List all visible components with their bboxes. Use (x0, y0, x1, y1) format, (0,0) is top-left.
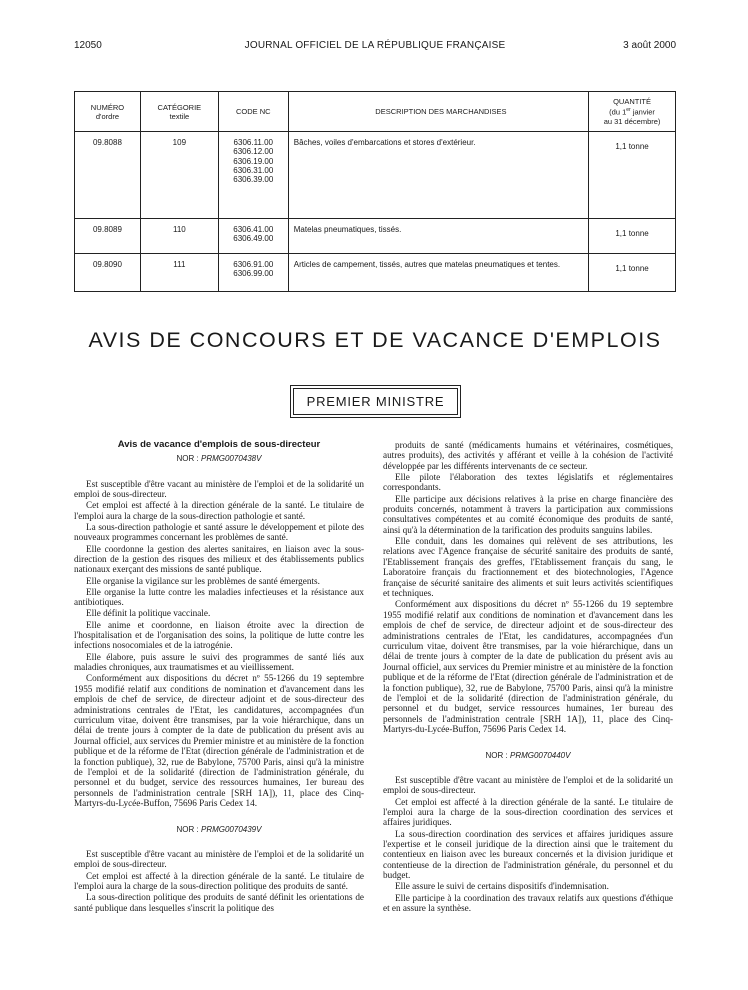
nor-reference: NOR : PRMG0070438V (176, 454, 262, 464)
paragraph: produits de santé (médicaments humains et vétérinaires, cosmétiques, autres produits), des activités y afférant et veille à la cohésion de l'activité développée par les différents intervenants de ce secteur. (383, 440, 673, 471)
cell-numero: 09.8088 (75, 132, 141, 219)
paragraph: Elle organise la vigilance sur les problèmes de santé émergents. (86, 575, 320, 586)
table-row (75, 219, 676, 254)
cell-categorie: 109 (140, 132, 218, 219)
paragraph: Elle coordonne la gestion des alertes sanitaires, en liaison avec la sous-direction de la gestion des risques des milieux et des établissements publics nationaux exerçant des missions de santé publique. (74, 543, 364, 575)
nc-code: 6306.49.00 (233, 234, 274, 244)
right-column (383, 440, 673, 914)
left-column (74, 440, 364, 914)
header-description: DESCRIPTION DES MARCHANDISES (288, 92, 588, 132)
nc-code: 6306.99.00 (233, 269, 274, 279)
paragraph: Est susceptible d'être vacant au ministère de l'emploi et de la solidarité un emploi de sous-directeur. (383, 774, 673, 796)
paragraph: Elle participe aux décisions relatives à la prise en charge financière des produits concernés, notamment à travers la participation aux commissions consultatives compétentes et au comité économique des produits de santé, ainsi qu'à la détermination de la tarification des produits sanguins labiles. (383, 493, 673, 535)
main-title: AVIS DE CONCOURS ET DE VACANCE D'EMPLOIS (88, 328, 662, 352)
nc-code: 6306.41.00 (233, 225, 274, 234)
page-header (74, 40, 676, 54)
table-header-row (75, 92, 676, 132)
paragraph: Conformément aux dispositions du décret nº 55-1266 du 19 septembre 1955 modifié relatif aux conditions de nomination et d'avancement dans les emplois de chef de service, de directeur adjoint et de sous-directeur des administrations centrales de l'Etat, les candidatures, accompagnées d'un curriculum vitae, doivent être transmises, par la voie hiérarchique, dans un délai de trente jours à compter de la date de publication du présent avis au Journal officiel, aux services du Premier ministre et au ministère de la fonction publique et de la réforme de l'Etat (direction générale de l'administration et de la fonction publique), 32, rue de Babylone, 75700 Paris, ainsi qu'à la ministre de l'emploi et de la solidarité (direction de l'administration générale, du personnel et du budget, service des ressources humaines, 1er bureau des personnels de l'administration centrale [SRH 1A]), 11, place des Cinq-Martyrs-du-Lycée-Buffon, 75696 Paris Cedex 14. (74, 673, 364, 809)
nor-reference: NOR : PRMG0070440V (485, 750, 571, 760)
nc-code: 6306.31.00 (233, 165, 274, 175)
paragraph: Est susceptible d'être vacant au ministère de l'emploi et de la solidarité un emploi de sous-directeur. (74, 848, 364, 870)
cell-categorie: 111 (140, 254, 218, 292)
header-categorie: CATÉGORIE textile (140, 92, 218, 132)
issue-date: 3 août 2000 (623, 40, 676, 51)
cell-description: Articles de campement, tissés, autres que matelas pneumatiques et tentes. (288, 254, 588, 292)
section-heading: PREMIER MINISTRE (293, 388, 458, 415)
cell-description: Bâches, voiles d'embarcations et stores d'extérieur. (288, 132, 588, 219)
cell-codes (218, 132, 288, 219)
cell-quantite: 1,1 tonne (589, 219, 676, 254)
journal-title: JOURNAL OFFICIEL DE LA RÉPUBLIQUE FRANÇAISE (244, 40, 506, 51)
table-row (75, 132, 676, 219)
cell-codes (218, 219, 288, 254)
paragraph: Elle élabore, puis assure le suivi des programmes de santé liés aux maladies chroniques, aux traumatismes et au vieillissement. (74, 651, 364, 673)
notice-heading: Avis de vacance d'emplois de sous-directeur (117, 439, 321, 450)
paragraph: Elle conduit, dans les domaines qui relèvent de ses attributions, les relations avec l'Agence française de sécurité sanitaire des produits de santé, l'Etablissement français des greffes, l'Etablissement français du sang, le Laboratoire français du fractionnement et des biotechnologies, l'Agence française de sécurité sanitaire des aliments et suit leurs activités scientifiques et techniques. (383, 536, 673, 599)
cell-quantite: 1,1 tonne (589, 132, 676, 219)
header-code: CODE NC (218, 92, 288, 132)
paragraph: La sous-direction pathologie et santé assure le développement et pilote des nouveaux programmes concernant les problèmes de santé. (74, 522, 364, 543)
paragraph: Cet emploi est affecté à la direction générale de la santé. Le titulaire de l'emploi aura la charge de la sous-direction politique des produits de santé. (74, 870, 364, 891)
table-row (75, 254, 676, 292)
paragraph: Elle assure le suivi de certains dispositifs d'indemnisation. (395, 881, 609, 892)
page-number: 12050 (74, 40, 102, 51)
paragraph: La sous-direction politique des produits de santé définit les orientations de santé publique dans lesquelles s'inscrit la politique des (74, 892, 364, 913)
paragraph: Elle anime et coordonne, en liaison étroite avec la direction de l'hospitalisation et de l'organisation des soins, la politique de lutte contre les infections nosocomiales et de la iatrogénie. (74, 619, 364, 651)
paragraph: Elle pilote l'élaboration des textes législatifs et réglementaires correspondants. (383, 472, 673, 493)
cell-numero: 09.8090 (75, 254, 141, 292)
goods-table (74, 91, 676, 292)
paragraph: Cet emploi est affecté à la direction générale de la santé. Le titulaire de l'emploi aura la charge de la sous-direction pathologie et santé. (74, 500, 364, 521)
cell-description: Matelas pneumatiques, tissés. (288, 219, 588, 254)
paragraph: Conformément aux dispositions du décret nº 55-1266 du 19 septembre 1955 modifié relatif aux conditions de nomination et d'avancement dans les emplois de chef de service, de directeur adjoint et de sous-directeur des administrations centrales de l'Etat, les candidatures, accompagnées d'un curriculum vitae, doivent être transmises, par la voie hiérarchique, dans un délai de trente jours à compter de la date de publication du présent avis au Journal officiel, aux services du Premier ministre et au ministère de la fonction publique et de la réforme de l'Etat (direction générale de l'administration et de la fonction publique), 32, rue de Babylone, 75700 Paris, ainsi qu'à la ministre de l'emploi et de la solidarité (direction de l'administration générale, du personnel et du budget, service ressources humaines, 1er bureau des personnels de l'administration centrale [SRH 1A]), 11, place des Cinq-Martyrs-du-Lycée-Buffon, 75696 Paris Cedex 14. (383, 599, 673, 735)
cell-codes (218, 254, 288, 292)
nc-code: 6306.91.00 (233, 260, 274, 269)
cell-numero: 09.8089 (75, 219, 141, 254)
nc-code: 6306.39.00 (233, 175, 274, 185)
paragraph: Cet emploi est affecté à la direction générale de la santé. Le titulaire de l'emploi aura la charge de la sous-direction coordination des services et affaires juridiques. (383, 796, 673, 828)
cell-quantite: 1,1 tonne (589, 254, 676, 292)
nc-code: 6306.19.00 (233, 156, 274, 166)
header-quantite: QUANTITÉ (du 1er janvier au 31 décembre) (589, 92, 676, 132)
nc-code: 6306.11.00 (233, 138, 273, 147)
header-numero: NUMÉRO d'ordre (75, 92, 141, 132)
nor-reference: NOR : PRMG0070439V (176, 824, 262, 834)
paragraph: Elle organise la lutte contre les maladies infectieuses et la résistance aux antibiotiques. (74, 586, 364, 608)
cell-categorie: 110 (140, 219, 218, 254)
paragraph: Elle définit la politique vaccinale. (86, 608, 211, 619)
paragraph: Est susceptible d'être vacant au ministère de l'emploi et de la solidarité un emploi de sous-directeur. (74, 478, 364, 500)
paragraph: La sous-direction coordination des services et affaires juridiques assure l'expertise et le conseil juridique de la direction ainsi que le traitement du contentieux en liaison avec les bureaux concernés et la division juridique et contentieuse de la direction de l'administration générale, du personnel et du budget. (383, 828, 673, 881)
paragraph: Elle participe à la coordination des travaux relatifs aux questions d'éthique et en assure la synthèse. (383, 892, 673, 914)
nc-code: 6306.12.00 (233, 147, 274, 157)
